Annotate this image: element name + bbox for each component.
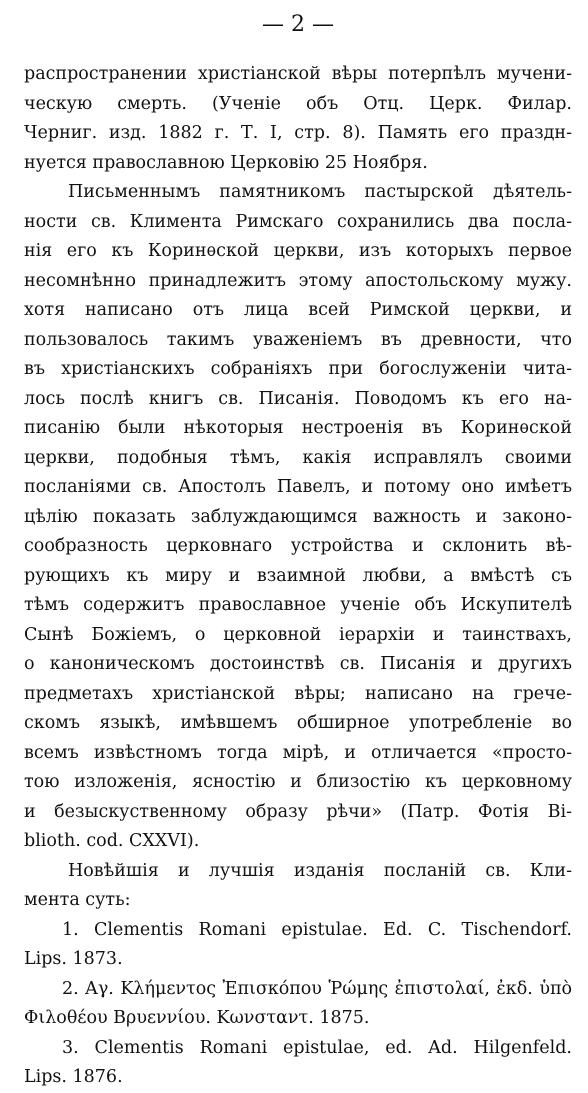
text-line: ческую смерть. (Ученіе объ Отц. Церк. Филар. [24, 93, 572, 114]
text-line: тою изложенія, ясностію и близостію къ церковному [24, 772, 572, 792]
text-line: распространении христіанской вѣры потерпѣлъ мучени- [24, 64, 572, 84]
text-line: Φιλοθέου Βρυεννίου. Κωνσταντ. 1875. [24, 1008, 370, 1028]
text-line: 3. Clementis Romani epistulae, ed. Ad. Hilgenfeld. [62, 1037, 572, 1058]
text-line: blioth. cod. CXXVI). [24, 831, 200, 851]
text-line: сообразность церковнаго устройства и склонить вѣ- [24, 536, 572, 556]
text-line: нуется православною Церковію 25 Ноября. [24, 152, 428, 173]
edition-entry [24, 1034, 572, 1093]
text-line: о каноническомъ достоинствѣ св. Писанія и другихъ [24, 654, 572, 674]
text-line: несомнѣнно принадлежитъ этому апостольскому мужу. [24, 270, 572, 291]
text-line: скомъ языкѣ, имѣвшемъ обширное употребленіе во [24, 713, 572, 733]
edition-entry [24, 916, 572, 975]
page-number: — 2 — [262, 12, 334, 37]
text-line: Черниг. изд. 1882 г. Т. I, стр. 8). Память его праздн- [24, 123, 572, 143]
text-line: тѣмъ содержитъ православное ученіе объ Искупителѣ [24, 595, 572, 615]
text-line: лось послѣ книгъ св. Писанія. Поводомъ къ его на- [24, 388, 572, 409]
text-line: 1. Clementis Romani epistulae. Ed. C. Tischendorf. [62, 919, 572, 940]
paragraph [24, 857, 572, 916]
text-line: посланіями св. Апостолъ Павелъ, и потому оно имѣетъ [24, 477, 572, 497]
text-line: церкви, подобныя тѣмъ, какія исправлялъ своими [24, 447, 572, 468]
text-line: всемъ извѣстномъ тогда мірѣ, и отличается «просто- [24, 742, 572, 763]
text-line: Письменнымъ памятникомъ пастырской дѣятель- [68, 182, 572, 202]
edition-entry [24, 975, 572, 1034]
text-line: цѣлію показать заблуждающимся важность и законо- [24, 506, 572, 527]
text-line: нія его къ Коринѳской церкви, изъ которыхъ первое [24, 241, 572, 261]
paragraph [24, 60, 572, 178]
text-line: 2. Αγ. Κλήμεντος Ἐπισκόπου Ῥώμης ἐπιστολαί, ἐκδ. ὑπὸ [62, 978, 572, 999]
text-line: предметахъ христіанской вѣры; написано на грече- [24, 683, 572, 704]
text-line: въ христіанскихъ собраніяхъ при богослуженіи чита- [24, 359, 572, 379]
text-line: рующихъ къ миру и взаимной любви, а вмѣстѣ съ [24, 565, 572, 586]
text-line: хотя написано отъ лица всей Римской церкви, и [24, 300, 572, 320]
text-line: ности св. Климента Римскаго сохранились два посла- [24, 211, 572, 232]
text-line: и безыскуственному образу рѣчи» (Патр. Фотія Bi- [24, 801, 572, 822]
paragraph [24, 178, 572, 857]
text-line: Сынѣ Божіемъ, о церковной іерархіи и таинствахъ, [24, 624, 572, 645]
text-line: Lips. 1873. [24, 949, 123, 969]
text-line: пользовалось такимъ уваженіемъ въ древности, что [24, 329, 572, 350]
text-line: Новѣйшія и лучшія изданія посланій св. Кли- [68, 860, 572, 881]
text-line: Lips. 1876. [24, 1067, 123, 1087]
text-line: писанію были нѣкоторыя нестроенія въ Коринѳской [24, 418, 572, 438]
body-text [24, 60, 572, 1093]
text-line: мента суть: [24, 890, 131, 910]
